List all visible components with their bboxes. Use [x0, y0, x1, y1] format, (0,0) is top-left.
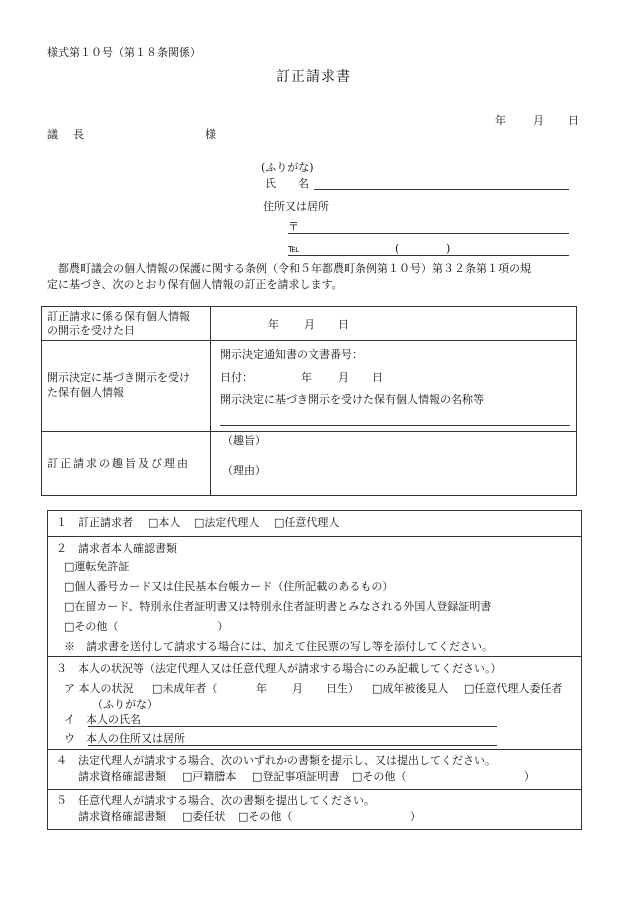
- disclosed-date-label-2: の開示を受けた日: [47, 324, 135, 337]
- requester-type-label: １ 訂正請求者: [56, 516, 133, 529]
- disclosed-day[interactable]: 日: [338, 318, 349, 331]
- form-number: 様式第１０号（第１８条関係）: [47, 46, 201, 59]
- minor-birth-day: 日生）: [326, 682, 359, 695]
- family-register-checkbox[interactable]: □戸籍謄本: [182, 770, 237, 783]
- address-input-line[interactable]: [288, 233, 569, 234]
- date-day-label: 日: [568, 114, 579, 127]
- furigana-label: (ふりがな): [261, 161, 314, 174]
- principal-address-input-line[interactable]: [88, 745, 497, 746]
- disclosed-year[interactable]: 年: [268, 318, 279, 331]
- page-title: 訂正請求書: [276, 69, 351, 85]
- intro-text-line-1: 都農町議会の個人情報の保護に関する条例（令和５年都農町条例第１０号）第３２条第１項の規: [58, 262, 531, 275]
- voluntary-agent-docs-sublabel: 請求資格確認書類: [78, 810, 166, 823]
- purpose-label[interactable]: （趣旨）: [222, 434, 266, 447]
- principal-status-label: ３ 本人の状況等（法定代理人又は任意代理人が請求する場合にのみ記載してください。）: [56, 662, 502, 675]
- tel-paren-open: (: [395, 242, 400, 255]
- name-input-line[interactable]: [314, 189, 569, 190]
- id-doc-my-number-card-checkbox[interactable]: □個人番号カード又は住民基本台帳カード（住所記載のあるもの）: [64, 580, 394, 593]
- notice-date-label: 日付：: [220, 371, 253, 384]
- addressee-role: 議 長: [47, 128, 86, 141]
- principal-name-input-line[interactable]: [88, 726, 497, 727]
- notice-day[interactable]: 日: [372, 371, 383, 384]
- minor-birth-month: 月: [292, 682, 303, 695]
- disclosed-info-name-label: 開示決定に基づき開示を受けた保有個人情報の名称等: [220, 393, 484, 406]
- status-voluntary-principal-checkbox[interactable]: □任意代理人委任者: [464, 682, 563, 695]
- addressee-honorific: 様: [205, 128, 216, 141]
- tel-paren-close: ): [446, 242, 451, 255]
- date-month-label: 月: [533, 114, 544, 127]
- principal-furigana-label: （ふりがな）: [92, 698, 158, 711]
- requester-self-checkbox[interactable]: □本人: [148, 516, 181, 529]
- status-minor-checkbox[interactable]: □未成年者（: [152, 682, 218, 695]
- notice-doc-number-label: 開示決定通知書の文書番号：: [220, 348, 363, 361]
- legal-agent-other-close: ）: [524, 770, 535, 783]
- tel-input-line[interactable]: [288, 255, 569, 256]
- postal-mark: 〒: [288, 220, 299, 233]
- identity-docs-label: ２ 請求者本人確認書類: [56, 542, 177, 555]
- notice-year[interactable]: 年: [301, 371, 312, 384]
- principal-status-sublabel: ア 本人の状況: [64, 682, 134, 695]
- principal-address-label: ウ 本人の住所又は居所: [64, 732, 185, 745]
- status-adult-ward-checkbox[interactable]: □成年被後見人: [372, 682, 449, 695]
- legal-agent-other-checkbox[interactable]: □その他（: [352, 770, 407, 783]
- principal-name-label: イ 本人の氏名: [64, 713, 141, 726]
- reason-label[interactable]: （理由）: [222, 464, 266, 477]
- requester-voluntary-agent-checkbox[interactable]: □任意代理人: [274, 516, 340, 529]
- minor-birth-year: 年: [256, 682, 267, 695]
- voluntary-agent-docs-label: ５ 任意代理人が請求する場合、次の書類を提出してください。: [56, 794, 375, 807]
- request-purpose-reason-label: 訂正請求の趣旨及び理由: [47, 457, 190, 470]
- legal-agent-docs-sublabel: 請求資格確認書類: [78, 770, 166, 783]
- disclosed-month[interactable]: 月: [304, 318, 315, 331]
- id-docs-note: ※ 請求書を送付して請求する場合には、加えて住民票の写し等を添付してください。: [64, 640, 493, 653]
- requester-legal-agent-checkbox[interactable]: □法定代理人: [194, 516, 260, 529]
- voluntary-agent-other-checkbox[interactable]: □その他（: [238, 810, 293, 823]
- tel-mark: ℡: [288, 242, 300, 255]
- power-of-attorney-checkbox[interactable]: □委任状: [182, 810, 226, 823]
- legal-agent-docs-label: ４ 法定代理人が請求する場合、次のいずれかの書類を提示し、又は提出してください。: [56, 754, 496, 767]
- id-doc-drivers-license-checkbox[interactable]: □運転免許証: [64, 560, 130, 573]
- disclosed-info-label-1: 開示決定に基づき開示を受け: [47, 371, 190, 384]
- disclosed-info-label-2: た保有個人情報: [47, 386, 124, 399]
- disclosed-info-name-line[interactable]: [220, 425, 570, 426]
- disclosed-date-label-1: 訂正請求に係る保有個人情報: [47, 310, 190, 323]
- date-year-label: 年: [495, 114, 506, 127]
- id-doc-other-checkbox[interactable]: □その他（ ）: [64, 620, 229, 633]
- address-label: 住所又は居所: [263, 200, 329, 213]
- voluntary-agent-other-close: ）: [410, 810, 421, 823]
- intro-text-line-2: 定に基づき、次のとおり保有個人情報の訂正を請求します。: [47, 278, 343, 291]
- id-doc-residence-card-checkbox[interactable]: □在留カード、特別永住者証明書又は特別永住者証明書とみなされる外国人登録証明書: [64, 600, 492, 613]
- name-label: 氏 名: [265, 177, 309, 190]
- registry-certificate-checkbox[interactable]: □登記事項証明書: [252, 770, 340, 783]
- notice-month[interactable]: 月: [338, 371, 349, 384]
